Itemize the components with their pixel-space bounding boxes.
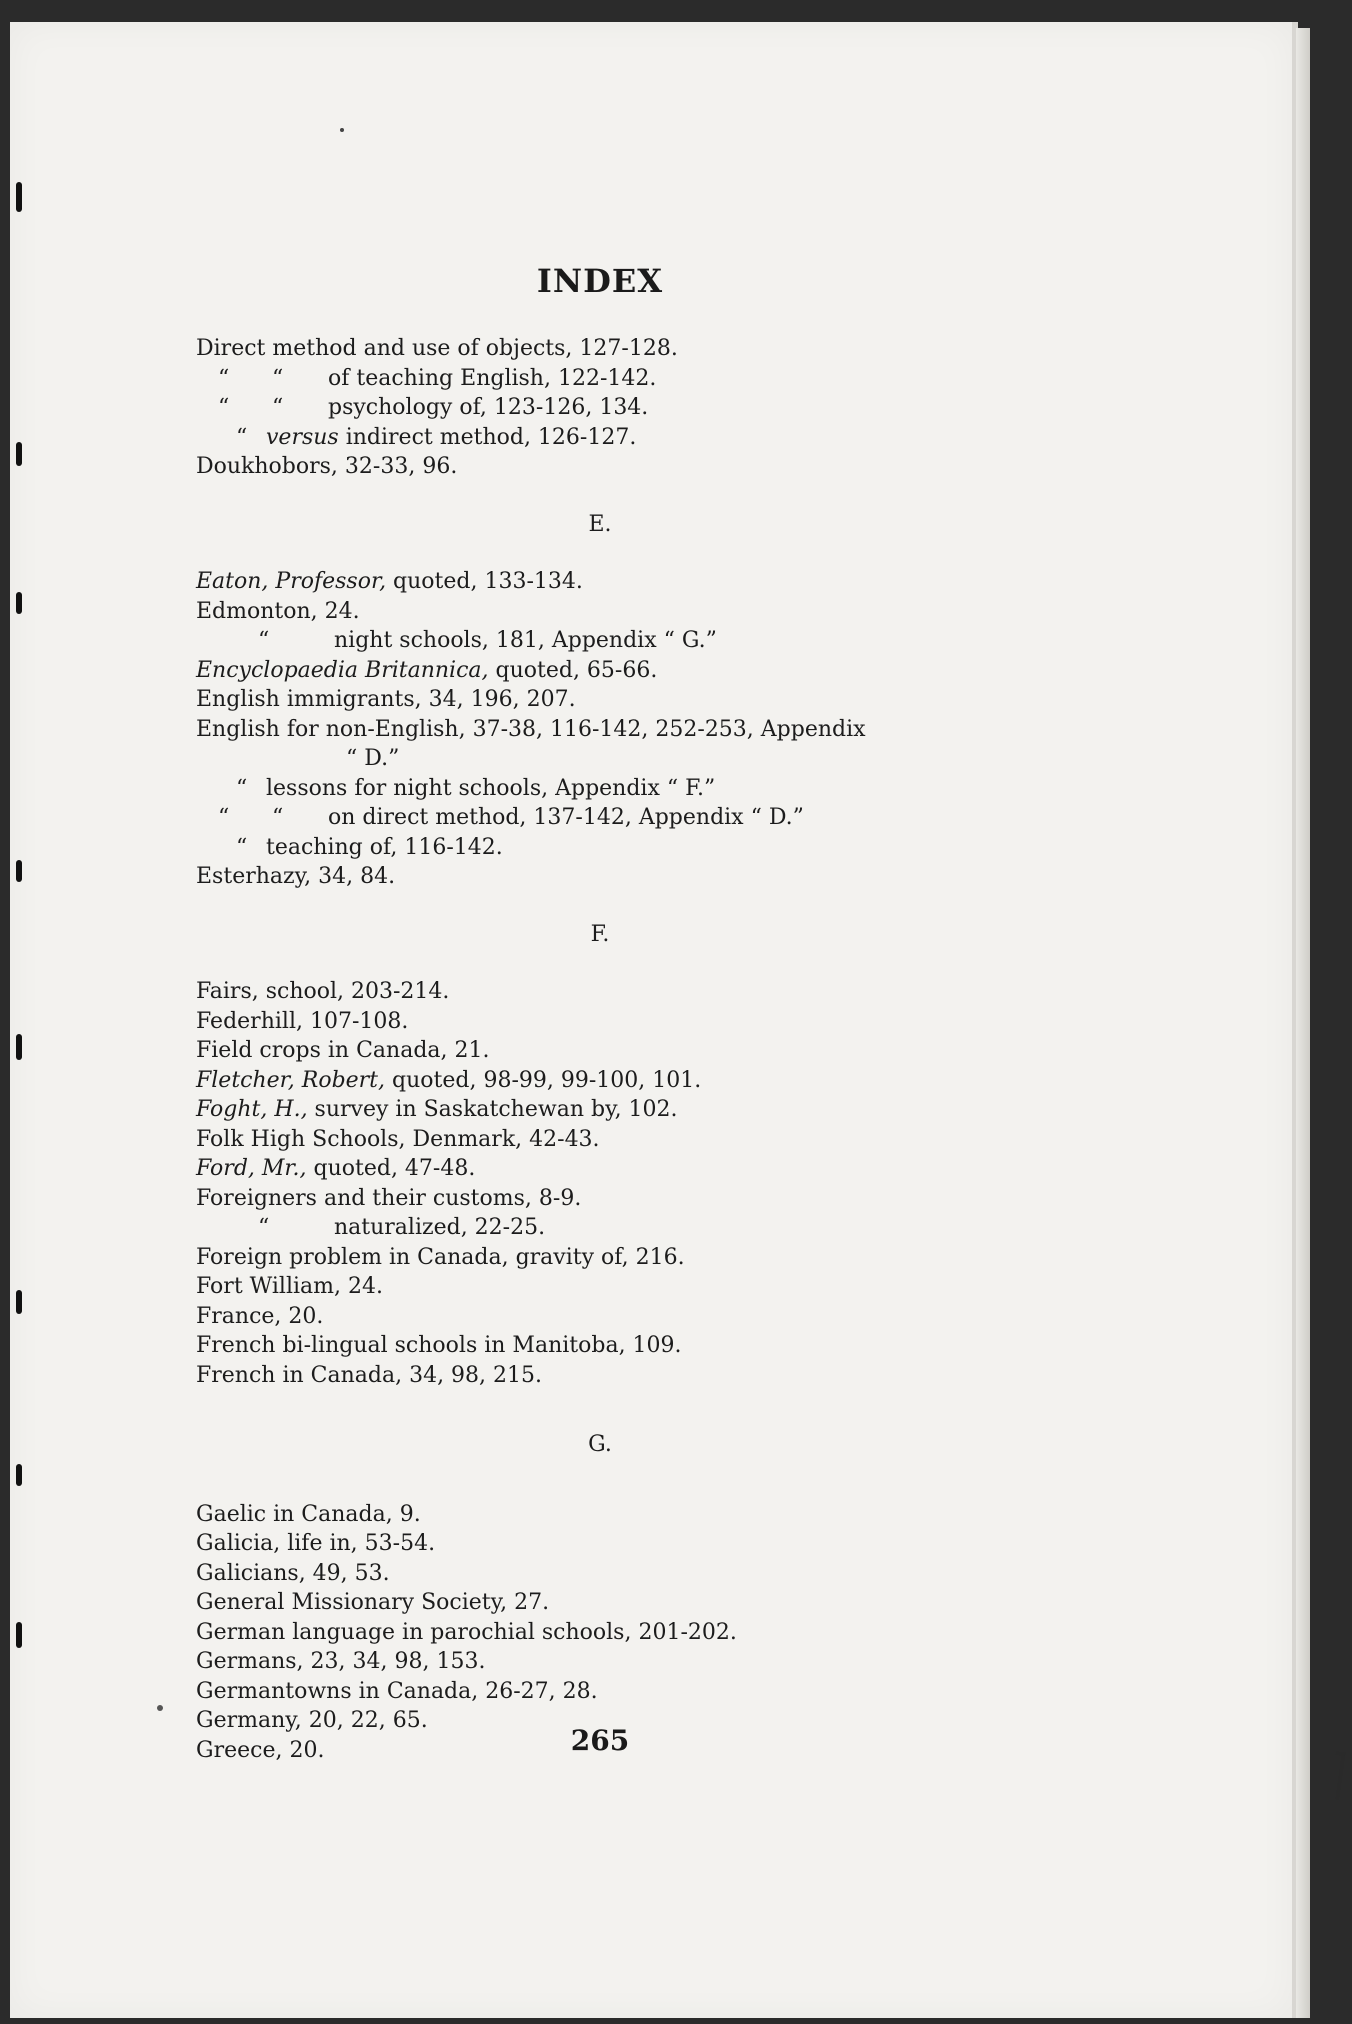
entry-text: English for non-English, 37-38, 116-142, 252-253, Appendix bbox=[196, 716, 866, 742]
ditto-mark: “ bbox=[258, 628, 270, 653]
entry-text: Greece, 20. bbox=[196, 1737, 325, 1763]
index-entry bbox=[196, 1154, 1056, 1184]
index-entry bbox=[196, 803, 1056, 833]
binding-mark bbox=[16, 592, 22, 614]
entry-text: German language in parochial schools, 201-202. bbox=[196, 1619, 737, 1645]
entry-text: Foreign problem in Canada, gravity of, 216. bbox=[196, 1244, 685, 1270]
entry-text: night schools, 181, Appendix “ G.” bbox=[334, 628, 717, 653]
entry-text: Fort William, 24. bbox=[196, 1274, 383, 1299]
page-title: INDEX bbox=[536, 262, 664, 300]
binding-mark bbox=[16, 860, 22, 882]
entry-text: Fairs, school, 203-214. bbox=[196, 979, 450, 1004]
entry-italic: Encyclopaedia Britannica, bbox=[196, 657, 489, 683]
entry-text: Germantowns in Canada, 26-27, 28. bbox=[196, 1678, 598, 1704]
entry-text: “ D.” bbox=[346, 746, 400, 771]
section-gap bbox=[196, 1460, 1056, 1500]
section-gap bbox=[196, 949, 1056, 977]
index-entry bbox=[196, 685, 1056, 715]
index-entry bbox=[196, 1618, 1056, 1648]
index-entry bbox=[196, 862, 1056, 892]
book-page bbox=[10, 22, 1292, 2018]
entry-text: of teaching English, 122-142. bbox=[328, 365, 657, 391]
index-entry bbox=[196, 597, 1056, 627]
entry-text: Galicians, 49, 53. bbox=[196, 1560, 390, 1586]
entry-text: quoted, 65-66. bbox=[488, 657, 658, 683]
index-entry bbox=[196, 1095, 1056, 1125]
entry-text: Edmonton, 24. bbox=[196, 598, 360, 624]
entry-text: Galicia, life in, 53-54. bbox=[196, 1531, 436, 1556]
binding-mark bbox=[16, 1622, 22, 1648]
ditto-mark: “ bbox=[236, 834, 248, 860]
page-edge bbox=[1296, 28, 1310, 2018]
entry-text: indirect method, 126-127. bbox=[338, 424, 637, 450]
index-entry bbox=[196, 1500, 1056, 1530]
ditto-mark: “ bbox=[272, 365, 284, 391]
binding-mark bbox=[16, 1464, 22, 1486]
index-entry bbox=[196, 774, 1056, 804]
ink-speck bbox=[340, 128, 344, 132]
index-entry bbox=[196, 715, 1056, 745]
index-entry bbox=[196, 1302, 1056, 1332]
ditto-mark: “ bbox=[258, 1215, 270, 1240]
page-number: 265 bbox=[570, 1724, 630, 1757]
index-entry bbox=[196, 364, 1056, 394]
index-entry bbox=[196, 1331, 1056, 1361]
entry-text: survey in Saskatchewan by, 102. bbox=[307, 1097, 678, 1122]
binding-mark bbox=[16, 1034, 22, 1060]
entry-text: quoted, 98-99, 99-100, 101. bbox=[385, 1067, 702, 1093]
entry-text: lessons for night schools, Appendix “ F.” bbox=[266, 775, 716, 801]
index-entry bbox=[196, 1272, 1056, 1302]
index-body bbox=[196, 334, 1056, 1765]
index-entry bbox=[196, 626, 1056, 656]
index-entry bbox=[196, 1559, 1056, 1589]
section-gap bbox=[196, 1390, 1056, 1430]
section-gap bbox=[196, 892, 1056, 920]
ditto-mark: “ bbox=[218, 395, 230, 420]
entry-text: Germany, 20, 22, 65. bbox=[196, 1708, 428, 1733]
index-entry bbox=[196, 334, 1056, 364]
index-entry bbox=[196, 744, 1056, 774]
index-entry bbox=[196, 1125, 1056, 1155]
index-entry bbox=[196, 656, 1056, 686]
entry-text: on direct method, 137-142, Appendix “ D.” bbox=[328, 805, 804, 830]
entry-text: Esterhazy, 34, 84. bbox=[196, 864, 396, 889]
ditto-mark: “ bbox=[218, 805, 230, 830]
entry-text: quoted, 47-48. bbox=[306, 1156, 476, 1181]
index-entry bbox=[196, 1588, 1056, 1618]
entry-text: English immigrants, 34, 196, 207. bbox=[196, 687, 576, 712]
entry-text: France, 20. bbox=[196, 1303, 324, 1329]
ditto-mark: “ bbox=[236, 424, 248, 450]
section-letter: F. bbox=[590, 921, 610, 947]
binding-mark bbox=[16, 1290, 22, 1314]
entry-text: General Missionary Society, 27. bbox=[196, 1590, 550, 1615]
entry-italic: versus bbox=[266, 424, 339, 450]
entry-text: Doukhobors, 32-33, 96. bbox=[196, 454, 458, 479]
entry-text: Foreigners and their customs, 8-9. bbox=[196, 1185, 582, 1211]
entry-italic: Ford, Mr., bbox=[196, 1156, 307, 1181]
index-entry bbox=[196, 393, 1056, 423]
ditto-mark: “ bbox=[272, 805, 284, 830]
entry-italic: Eaton, Professor, bbox=[196, 569, 387, 594]
index-entry bbox=[196, 452, 1056, 482]
index-entry bbox=[196, 1036, 1056, 1066]
index-entry bbox=[196, 1361, 1056, 1391]
entry-text: French in Canada, 34, 98, 215. bbox=[196, 1362, 543, 1388]
index-entry bbox=[196, 1243, 1056, 1273]
index-entry bbox=[196, 833, 1056, 863]
entry-text: naturalized, 22-25. bbox=[334, 1215, 546, 1240]
entry-text: quoted, 133-134. bbox=[386, 569, 583, 594]
entry-text: Germans, 23, 34, 98, 153. bbox=[196, 1649, 486, 1674]
corner-mark bbox=[1330, 1752, 1345, 1800]
ditto-mark: “ bbox=[236, 775, 248, 801]
ditto-mark: “ bbox=[272, 395, 284, 420]
entry-text: psychology of, 123-126, 134. bbox=[328, 395, 649, 420]
entry-text: Field crops in Canada, 21. bbox=[196, 1038, 490, 1063]
entry-italic: Foght, H., bbox=[196, 1097, 308, 1122]
index-entry bbox=[196, 1007, 1056, 1037]
index-entry bbox=[196, 1529, 1056, 1559]
entry-text: teaching of, 116-142. bbox=[266, 834, 503, 860]
section-gap bbox=[196, 482, 1056, 510]
section-letter: E. bbox=[588, 511, 612, 537]
entry-text: Direct method and use of objects, 127-128. bbox=[196, 336, 678, 361]
section-gap bbox=[196, 539, 1056, 567]
binding-mark bbox=[16, 442, 22, 466]
entry-text: Gaelic in Canada, 9. bbox=[196, 1501, 421, 1527]
index-entry bbox=[196, 1647, 1056, 1677]
section-letter: G. bbox=[588, 1432, 612, 1457]
margin-mark bbox=[157, 1705, 163, 1711]
entry-text: Folk High Schools, Denmark, 42-43. bbox=[196, 1126, 600, 1152]
index-entry bbox=[196, 1213, 1056, 1243]
index-entry bbox=[196, 1066, 1056, 1096]
entry-text: French bi-lingual schools in Manitoba, 109. bbox=[196, 1333, 682, 1358]
entry-text: Federhill, 107-108. bbox=[196, 1008, 409, 1034]
index-entry bbox=[196, 1677, 1056, 1707]
index-entry bbox=[196, 1184, 1056, 1214]
entry-italic: Fletcher, Robert, bbox=[196, 1067, 386, 1093]
index-entry bbox=[196, 567, 1056, 597]
ditto-mark: “ bbox=[218, 365, 230, 391]
binding-mark bbox=[16, 182, 22, 212]
index-entry bbox=[196, 977, 1056, 1007]
index-entry bbox=[196, 423, 1056, 453]
